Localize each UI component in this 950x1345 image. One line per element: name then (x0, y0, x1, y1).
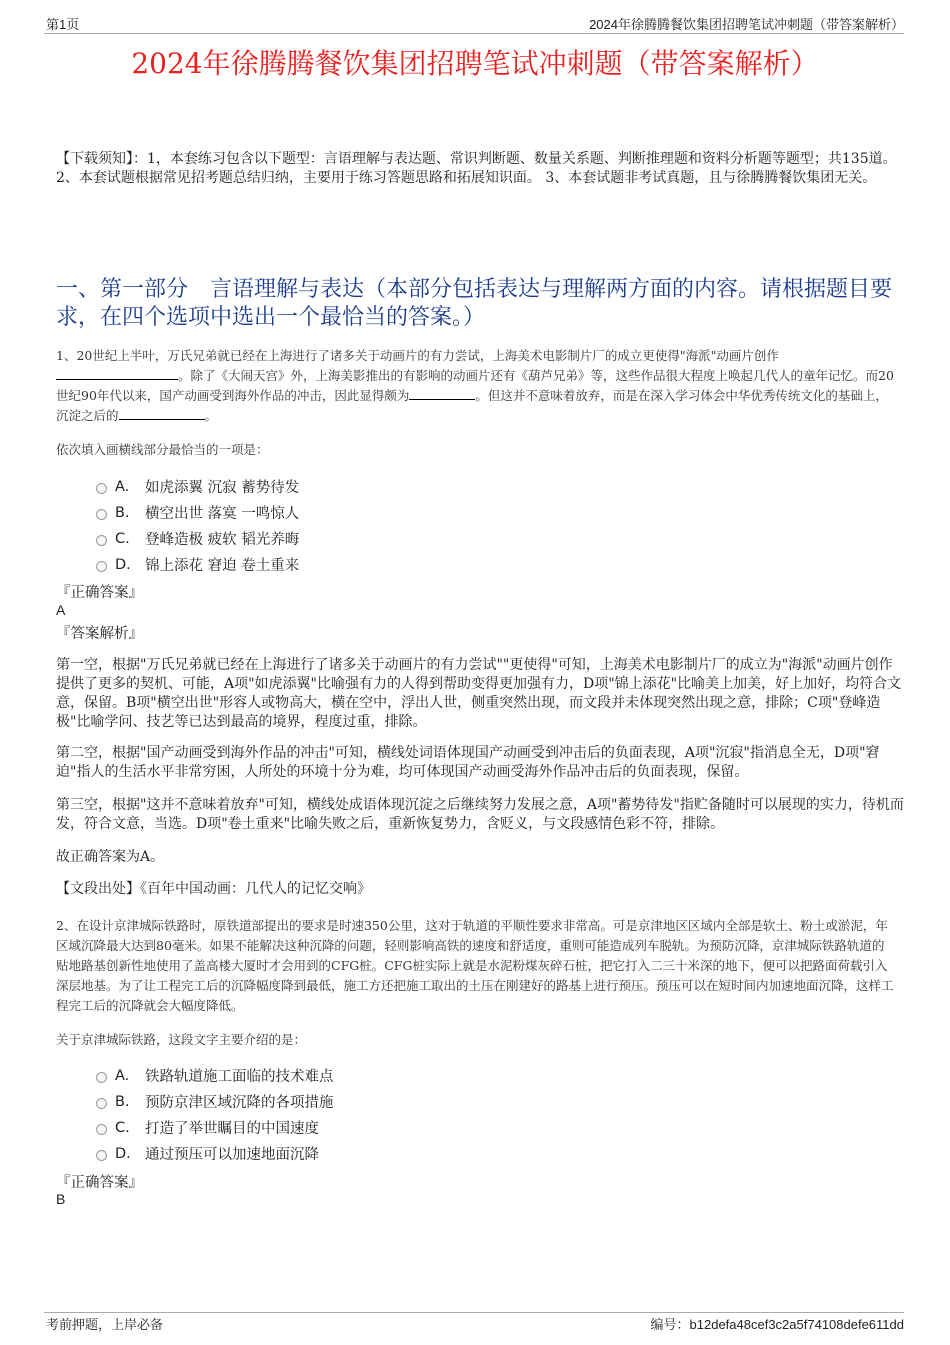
q1-conclusion: 故正确答案为A。 (56, 849, 165, 865)
q1-option-d[interactable] (96, 554, 299, 575)
q2-answer: B (56, 1191, 66, 1207)
q1-option-b[interactable] (96, 502, 299, 523)
option-letter: D. (115, 556, 131, 573)
radio-icon[interactable] (96, 1150, 107, 1161)
q1-analysis-2: 第二空，根据"国产动画受到海外作品的冲击"可知，横线处词语体现国产动画受到冲击后的负面表现，A项"沉寂"指消息全无，D项"窘迫"指人的生活水平非常穷困，人所处的环境十分为难，均可体现国产动画受海外作品冲击后的负面表现，保留。 (56, 745, 880, 780)
footer-slogan: 考前押题，上岸必备 (46, 1317, 164, 1332)
radio-icon[interactable] (96, 1098, 107, 1109)
question-2-stem: 2、在设计京津城际铁路时，原铁道部提出的要求是时速350公里，这对于轨道的平顺性要求非常高。可是京津地区区域内全部是软土、粉土或淤泥，年区域沉降最大达到80毫米。如果不能解决这种沉降的问题，轻则影响高铁的速度和舒适度，重则可能造成列车脱轨。为预防沉降，京津城际铁路轨道的贴地路基创新性地使用了盖高楼大厦时才会用到的CFG桩。CFG桩实际上就是水泥粉煤灰碎石桩，把它打入二三十米深的地下，便可以把路面荷载引入深层地基。为了让工程完工后的沉降幅度降到最低，施工方还把施工取出的土压在刚建好的路基上进行预压。预压可以在短时间内加速地面沉降，这样工程完工后的沉降就会大幅度降低。 (56, 918, 894, 1013)
blank-1 (56, 367, 178, 380)
q1-analysis-3: 第三空，根据"这并不意味着放弃"可知，横线处成语体现沉淀之后继续努力发展之意，A项"蓄势待发"指贮备随时可以展现的实力，待机而发，符合文意，当选。D项"卷土重来"比喻失败之后，重新恢复势力，含贬义，与文段感情色彩不符，排除。 (56, 797, 904, 832)
option-letter: C. (115, 1119, 130, 1136)
option-text: 通过预压可以加速地面沉降 (145, 1147, 319, 1163)
stem-text: 。除了《大闹天宫》外，上海美影推出的有影响的动画片还有《葫芦兄弟》等，这些作品很大程度上唤起几代人的童年记忆。而20世纪90年代以来，国产动画受到海外作品的冲击，因此显得颇为 (56, 368, 894, 403)
page-number: 第1页 (46, 17, 80, 32)
document-title: 2024年徐腾腾餐饮集团招聘笔试冲刺题（带答案解析） (131, 47, 819, 80)
option-letter: A. (115, 478, 130, 495)
question-1-stem (56, 346, 896, 426)
stem-text: 1、20世纪上半叶，万氏兄弟就已经在上海进行了诸多关于动画片的有力尝试，上海美术电影制片厂的成立更使得"海派"动画片创作 (56, 348, 779, 363)
download-notice: 【下载须知】：1，本套练习包含以下题型：言语理解与表达题、常识判断题、数量关系题、判断推理题和资料分析题等题型；共135道。 2、本套试题根据常见招考题总结归纳，主要用于练习答题思路和拓展知识面。 3、本套试题非考试真题，且与徐腾腾餐饮集团无关。 (56, 151, 897, 186)
q2-option-d[interactable] (96, 1143, 319, 1164)
option-text: 铁路轨道施工面临的技术难点 (145, 1069, 334, 1085)
question-2-prompt: 关于京津城际铁路，这段文字主要介绍的是： (56, 1032, 307, 1047)
option-letter: C. (115, 530, 130, 547)
radio-icon[interactable] (96, 1072, 107, 1083)
radio-icon[interactable] (96, 561, 107, 572)
option-text: 预防京津区域沉降的各项措施 (145, 1095, 334, 1111)
option-letter: D. (115, 1145, 131, 1162)
section-heading: 一、第一部分 言语理解与表达（本部分包括表达与理解两方面的内容。请根据题目要求，在四个选项中选出一个最恰当的答案。） (56, 277, 893, 330)
option-letter: B. (115, 504, 130, 521)
radio-icon[interactable] (96, 509, 107, 520)
blank-2 (409, 387, 475, 400)
blank-3 (119, 407, 205, 420)
stem-text: 。 (204, 408, 218, 423)
question-1-prompt: 依次填入画横线部分最恰当的一项是： (56, 442, 269, 457)
q1-answer: A (56, 602, 66, 618)
option-text: 横空出世 落寞 一鸣惊人 (145, 506, 300, 522)
radio-icon[interactable] (96, 1124, 107, 1135)
header-divider (44, 33, 904, 34)
option-letter: A. (115, 1067, 130, 1084)
option-text: 登峰造极 疲软 韬光养晦 (145, 532, 300, 548)
option-text: 锦上添花 窘迫 卷土重来 (145, 558, 300, 574)
radio-icon[interactable] (96, 483, 107, 494)
header-title: 2024年徐腾腾餐饮集团招聘笔试冲刺题（带答案解析） (589, 17, 904, 32)
footer-serial: 编号：b12defa48cef3c2a5f74108defe611dd (650, 1317, 904, 1332)
option-text: 打造了举世瞩目的中国速度 (145, 1121, 319, 1137)
q1-source: 【文段出处】《百年中国动画：几代人的记忆交响》 (56, 881, 371, 897)
q1-analysis-label: 『答案解析』 (56, 626, 143, 642)
q1-analysis-1: 第一空，根据"万氏兄弟就已经在上海进行了诸多关于动画片的有力尝试""更使得"可知，上海美术电影制片厂的成立为"海派"动画片创作提供了更多的契机、可能，A项"如虎添翼"比喻强有力的人得到帮助变得更加强有力，D项"锦上添花"比喻美上加美，好上加好，均符合文意，保留。B项"横空出世"形容人或物高大，横在空中，浮出人世，侧重突然出现，而文段并未体现突然出现之意，排除；C项"登峰造极"比喻学问、技艺等已达到最高的境界，程度过重，排除。 (56, 657, 902, 730)
q2-option-c[interactable] (96, 1117, 319, 1138)
stem-text: 。但这并不意味着放弃，而是在深入学习体会中华优秀传统文化的基础上，沉淀之后的 (56, 388, 888, 423)
q2-answer-label: 『正确答案』 (56, 1175, 143, 1191)
q1-answer-label: 『正确答案』 (56, 585, 143, 601)
q2-option-b[interactable] (96, 1091, 334, 1112)
option-letter: B. (115, 1093, 130, 1110)
q1-option-c[interactable] (96, 528, 299, 549)
option-text: 如虎添翼 沉寂 蓄势待发 (145, 480, 300, 496)
radio-icon[interactable] (96, 535, 107, 546)
q2-option-a[interactable] (96, 1065, 334, 1086)
footer-divider (44, 1312, 904, 1313)
q1-option-a[interactable] (96, 476, 299, 497)
